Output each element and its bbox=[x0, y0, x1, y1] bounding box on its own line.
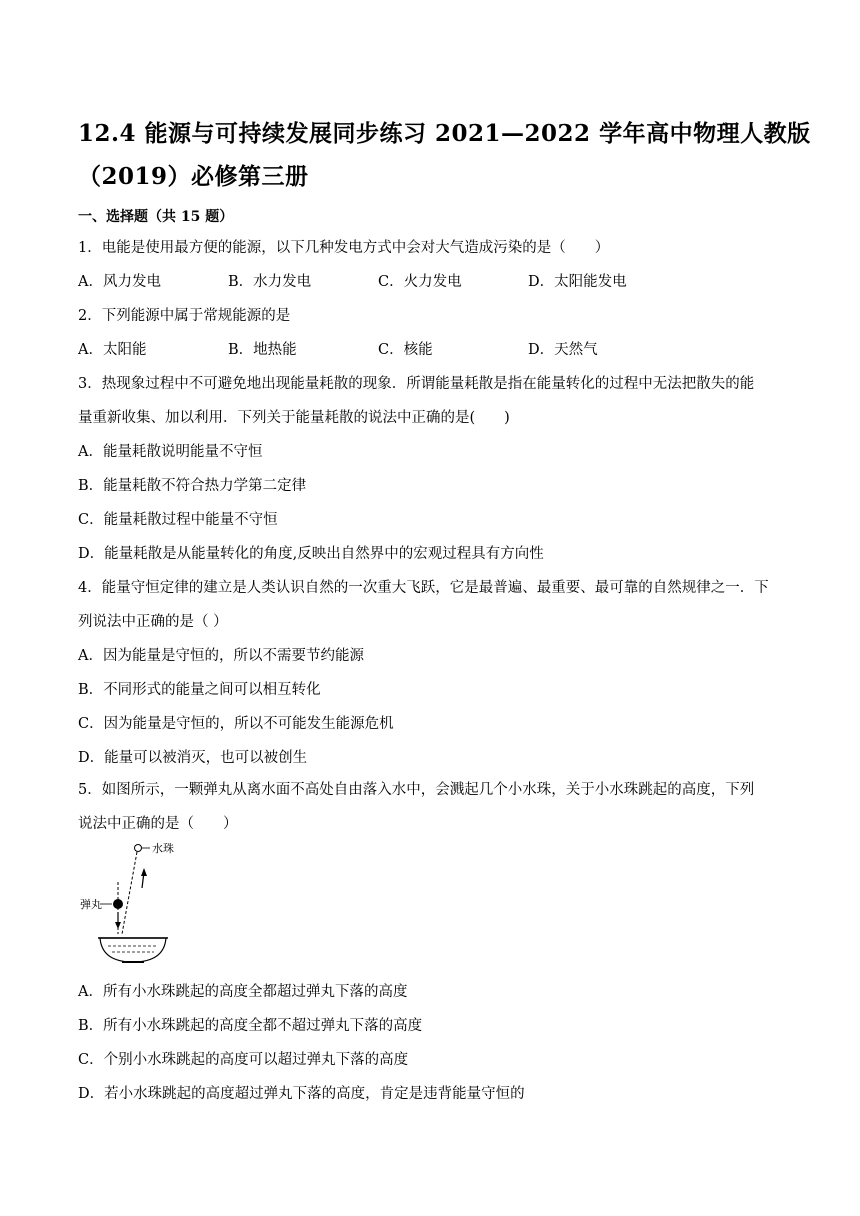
q5-stem-line2: 说法中正确的是（ ） bbox=[78, 816, 238, 832]
q4-option-d: D．能量可以被消灭，也可以被创生 bbox=[78, 750, 308, 766]
q3-option-c: C．能量耗散过程中能量不守恒 bbox=[78, 512, 278, 528]
droplet-label: 水珠 bbox=[152, 842, 174, 855]
q1-option-d: D．太阳能发电 bbox=[528, 274, 627, 290]
q2-option-b: B．地热能 bbox=[228, 342, 297, 358]
pellet-water-figure bbox=[78, 838, 198, 968]
droplet-icon bbox=[135, 845, 142, 852]
q4-stem-line1: 4．能量守恒定律的建立是人类认识自然的一次重大飞跃，它是最普遍、最重要、最可靠的自然规律之一．下 bbox=[78, 580, 769, 596]
q3-option-d: D．能量耗散是从能量转化的角度,反映出自然界中的宏观过程具有方向性 bbox=[78, 546, 544, 562]
droplet-path-line bbox=[122, 852, 137, 934]
q4-option-a: A．因为能量是守恒的，所以不需要节约能源 bbox=[78, 648, 364, 664]
bowl-icon bbox=[100, 938, 166, 962]
q2-option-c: C．核能 bbox=[378, 342, 433, 358]
q3-stem-line1: 3．热现象过程中不可避免地出现能量耗散的现象．所谓能量耗散是指在能量转化的过程中无法把散失的能 bbox=[78, 376, 755, 392]
section-heading: 一、选择题（共 15 题） bbox=[78, 209, 234, 225]
q3-option-b: B．能量耗散不符合热力学第二定律 bbox=[78, 478, 307, 494]
q1-option-a: A．风力发电 bbox=[78, 274, 161, 290]
q2-stem: 2．下列能源中属于常规能源的是 bbox=[78, 308, 291, 324]
doc-title-line1: 12.4 能源与可持续发展同步练习 2021—2022 学年高中物理人教版 bbox=[78, 120, 811, 147]
q1-option-c: C．火力发电 bbox=[378, 274, 462, 290]
q3-option-a: A．能量耗散说明能量不守恒 bbox=[78, 444, 263, 460]
q4-option-b: B．不同形式的能量之间可以相互转化 bbox=[78, 682, 321, 698]
pellet-label: 弹丸 bbox=[80, 898, 102, 911]
q5-stem-line1: 5．如图所示，一颗弹丸从离水面不高处自由落入水中，会溅起几个小水珠，关于小水珠跳起的高度，下列 bbox=[78, 782, 755, 798]
doc-title-line2: （2019）必修第三册 bbox=[78, 163, 309, 190]
q1-stem: 1．电能是使用最方便的能源，以下几种发电方式中会对大气造成污染的是（ ） bbox=[78, 240, 610, 256]
q4-option-c: C．因为能量是守恒的，所以不可能发生能源危机 bbox=[78, 716, 394, 732]
figure-svg bbox=[78, 838, 198, 968]
q5-option-c: C．个别小水珠跳起的高度可以超过弹丸下落的高度 bbox=[78, 1052, 409, 1068]
q1-options bbox=[78, 270, 678, 291]
q2-option-d: D．天然气 bbox=[528, 342, 598, 358]
q2-options bbox=[78, 338, 678, 359]
q2-option-a: A．太阳能 bbox=[78, 342, 147, 358]
downward-arrow-icon bbox=[115, 922, 121, 929]
q3-stem-line2: 量重新收集、加以利用．下列关于能量耗散的说法中正确的是( ) bbox=[78, 410, 510, 426]
q1-option-b: B．水力发电 bbox=[228, 274, 312, 290]
q5-option-a: A．所有小水珠跳起的高度全都超过弹丸下落的高度 bbox=[78, 984, 408, 1000]
upward-arrow-icon bbox=[141, 868, 147, 876]
q5-option-d: D．若小水珠跳起的高度超过弹丸下落的高度，肯定是违背能量守恒的 bbox=[78, 1086, 525, 1102]
q5-option-b: B．所有小水珠跳起的高度全都不超过弹丸下落的高度 bbox=[78, 1018, 423, 1034]
q4-stem-line2: 列说法中正确的是（ ） bbox=[78, 614, 228, 630]
pellet-icon bbox=[113, 899, 123, 909]
